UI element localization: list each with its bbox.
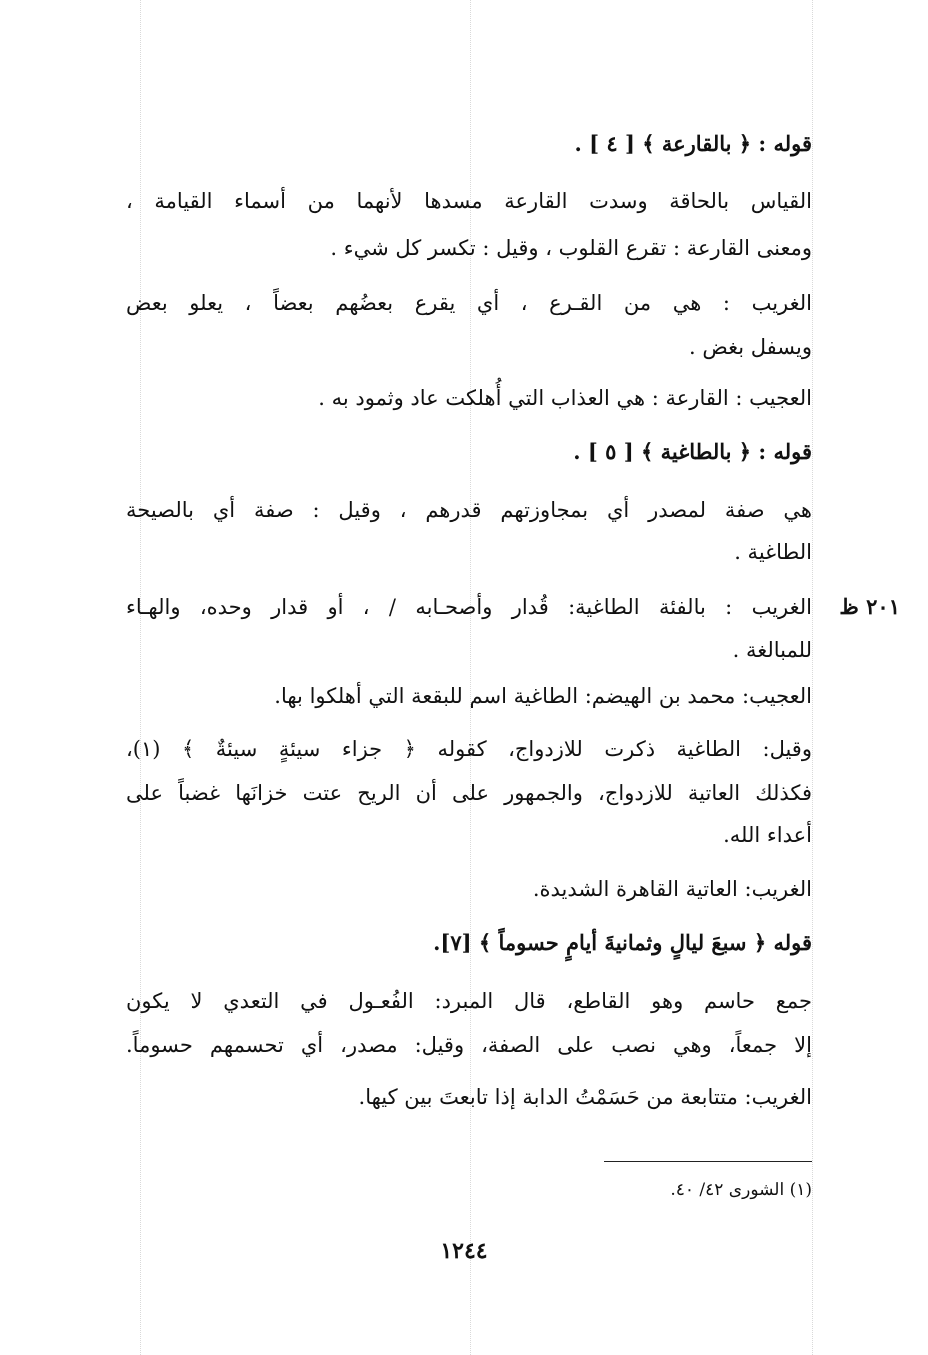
text-line: ومعنى القارعة : تقرع القلوب ، وقيل : تكسر كل شيء . xyxy=(330,236,812,260)
footnote: (١) الشورى ٤٢/ ٤٠. xyxy=(670,1180,812,1200)
text-line: العجيب: محمد بن الهيضم: الطاغية اسم للبقعة التي أهلكوا بها. xyxy=(274,684,812,708)
bleed-through-dots xyxy=(812,0,813,1355)
text-line: الغريب: متتابعة من حَسَمْتُ الدابة إذا تابعتَ بين كيها. xyxy=(358,1085,812,1109)
verse-heading: قوله : ﴿ بالقارعة ﴾ [ ٤ ] . xyxy=(574,131,812,156)
text-line: هي صفة لمصدر أي بمجاوزتهم قدرهم ، وقيل : صفة أي بالصيحة xyxy=(126,498,812,522)
text-line: القياس بالحاقة وسدت القارعة مسدها لأنهما من أسماء القيامة ، xyxy=(126,189,812,213)
verse-heading: قوله : ﴿ بالطاغية ﴾ [ ٥ ] . xyxy=(573,439,812,464)
footnote-separator xyxy=(604,1161,812,1162)
text-line: جمع حاسم وهو القاطع، قال المبرد: الفُعـول في التعدي لا يكون xyxy=(126,989,812,1013)
text-line: الغريب : بالفئة الطاغية: قُدار وأصحـابه / ، أو قدار وحده، والهـاء xyxy=(126,595,812,619)
text-line: إلا جمعاً، وهي نصب على الصفة، وقيل: مصدر، أي تحسمهم حسوماً. xyxy=(126,1033,812,1057)
text-line: الطاغية . xyxy=(734,540,812,564)
text-line: الغريب : هي من القـرع ، أي يقرع بعضُهم بعضاً ، يعلو بعض xyxy=(126,291,812,315)
text-line: وقيل: الطاغية ذكرت للازدواج، كقوله ﴿ جزاء سيئةٍ سيئةٌ ﴾ (١)، xyxy=(126,737,812,761)
text-line: فكذلك العاتية للازدواج، والجمهور على أن الريح عتت خزانَها غضباً على xyxy=(126,781,812,805)
text-line: الغريب: العاتية القاهرة الشديدة. xyxy=(532,877,812,901)
text-line: ويسفل بغض . xyxy=(689,335,812,359)
verse-heading: قوله ﴿ سبعَ ليالٍ وثمانيةَ أيامٍ حسوماً ﴾ [٧]. xyxy=(433,930,812,955)
text-line: للمبالغة . xyxy=(732,638,812,662)
folio-margin-note: ٢٠١ ظ xyxy=(839,594,900,619)
page-number: ١٢٤٤ xyxy=(440,1238,488,1264)
text-line: أعداء الله. xyxy=(723,823,812,847)
text-line: العجيب : القارعة : هي العذاب التي أُهلكت عاد وثمود به . xyxy=(318,386,812,410)
